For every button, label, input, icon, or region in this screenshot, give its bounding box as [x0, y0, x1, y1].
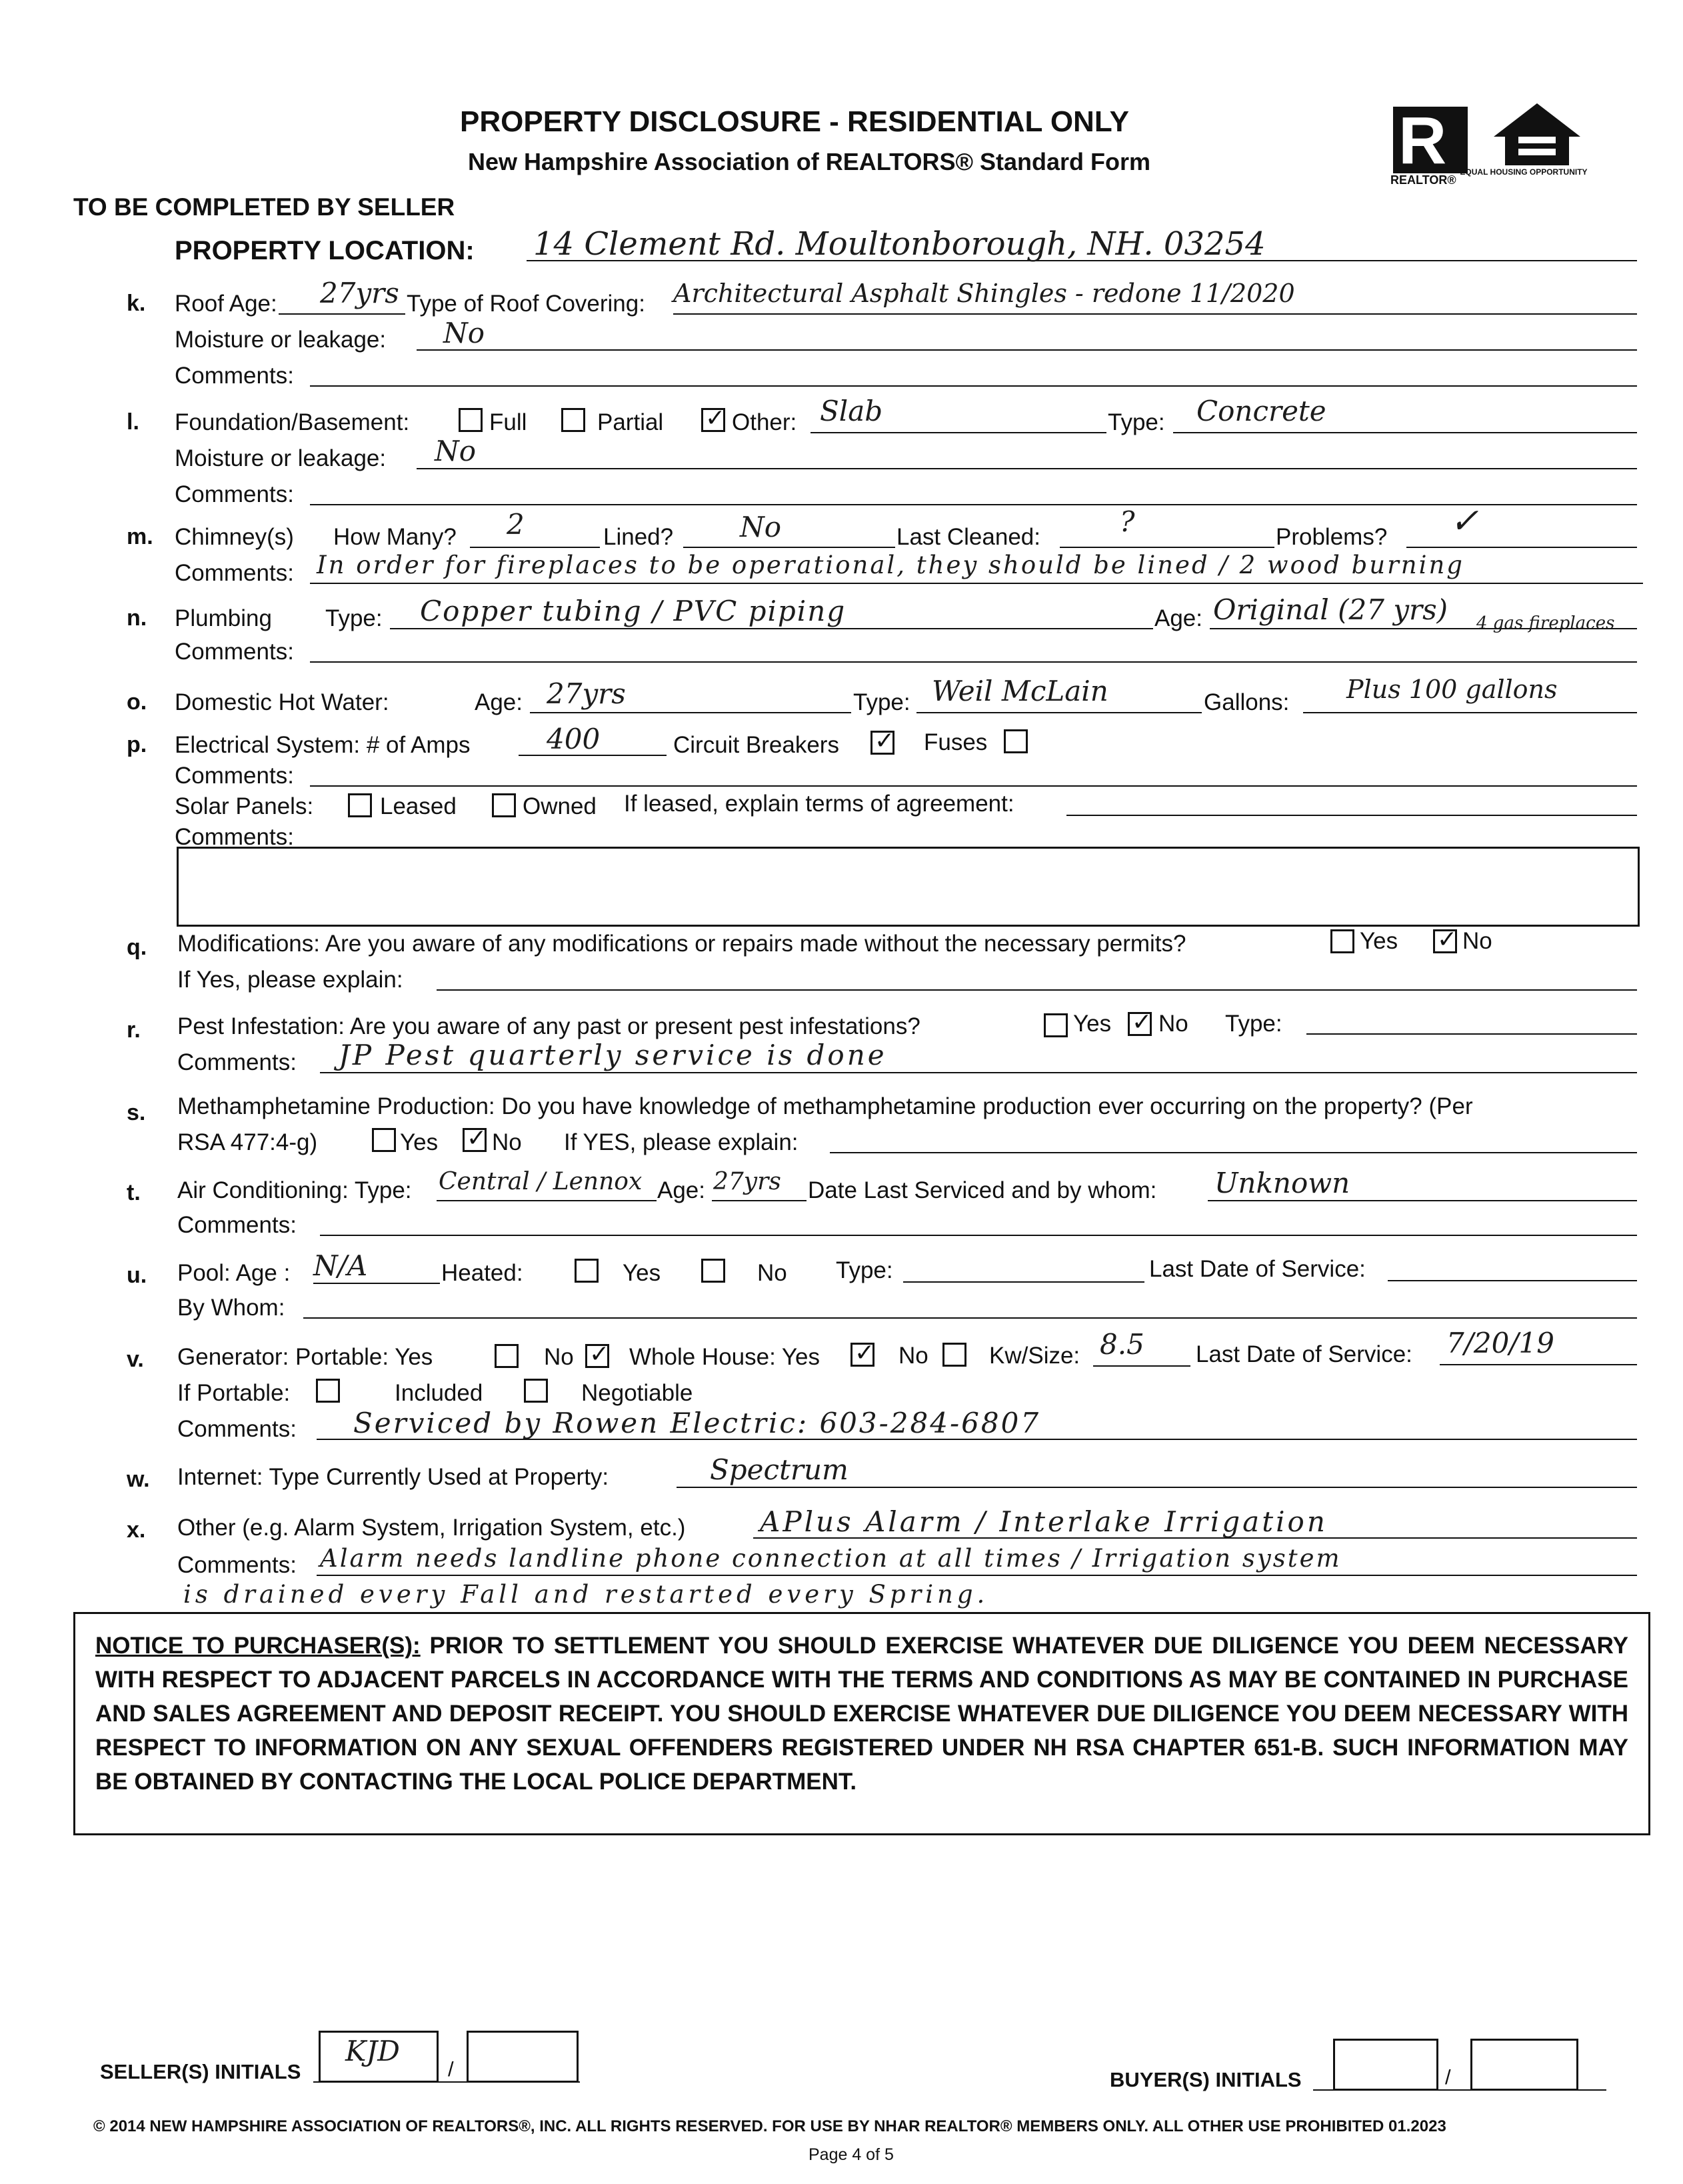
meth-rsa-label: RSA 477:4-g): [177, 1129, 318, 1155]
generator-negotiable-label: Negotiable: [581, 1380, 693, 1406]
item-letter: s.: [127, 1100, 146, 1125]
footer-copyright: © 2014 NEW HAMPSHIRE ASSOCIATION OF REALTORS®, INC. ALL RIGHTS RESERVED. FOR USE BY NHAR REALTOR® MEMBERS ONLY. ALL OTHER USE PROHIBITED 01.2023: [93, 2117, 1446, 2135]
meth-no-label: No: [492, 1129, 522, 1155]
foundation-type-field[interactable]: Concrete: [1196, 395, 1326, 427]
pest-no-checkbox[interactable]: [1128, 1012, 1152, 1036]
plumbing-type-field[interactable]: Copper tubing / PVC piping: [420, 595, 846, 627]
generator-comments-field[interactable]: Serviced by Rowen Electric: 603-284-6807: [353, 1407, 1041, 1439]
generator-included-checkbox[interactable]: [316, 1379, 340, 1403]
pest-question: Pest Infestation: Are you aware of any past or present pest infestations?: [177, 1013, 920, 1039]
foundation-moisture-field[interactable]: No: [435, 435, 477, 467]
plumbing-label: Plumbing: [175, 605, 272, 631]
other-comments-field-line2[interactable]: is drained every Fall and restarted every Spring.: [183, 1580, 989, 1609]
pool-heated-no-label: No: [757, 1260, 787, 1286]
pool-age-label: Pool: Age :: [177, 1260, 291, 1286]
chimney-problems-label: Problems?: [1276, 524, 1388, 550]
ac-serviced-field[interactable]: Unknown: [1214, 1167, 1350, 1199]
pool-type-label: Type:: [836, 1257, 893, 1283]
seller-initials-label: SELLER(S) INITIALS: [100, 2060, 301, 2083]
foundation-full-label: Full: [489, 409, 527, 435]
buyer-initials-slash: /: [1445, 2065, 1451, 2089]
foundation-other-field[interactable]: Slab: [820, 395, 883, 427]
item-letter: x.: [127, 1517, 146, 1543]
property-location-label: PROPERTY LOCATION:: [175, 236, 475, 265]
roof-age-label: Roof Age:: [175, 291, 277, 317]
equal-housing-icon: [1490, 100, 1584, 167]
notice-lead: NOTICE TO PURCHASER(S):: [95, 1633, 421, 1659]
realtor-logo-icon: R: [1393, 107, 1468, 173]
generator-whole-house-no-label: No: [898, 1343, 928, 1369]
hot-water-type-label: Type:: [853, 689, 910, 715]
plumbing-age-label: Age:: [1154, 605, 1202, 631]
chimney-last-cleaned-field[interactable]: ?: [1120, 505, 1135, 538]
generator-kw-label: Kw/Size:: [989, 1343, 1080, 1369]
hot-water-gallons-field[interactable]: Plus 100 gallons: [1346, 675, 1558, 704]
page-number: Page 4 of 5: [809, 2145, 894, 2164]
buyer-initials-label: BUYER(S) INITIALS: [1110, 2068, 1302, 2091]
pool-heated-no-checkbox[interactable]: [701, 1259, 725, 1283]
pool-heated-yes-checkbox[interactable]: [575, 1259, 599, 1283]
pool-by-whom-label: By Whom:: [177, 1295, 285, 1321]
plumbing-age-field[interactable]: Original (27 yrs): [1213, 593, 1448, 626]
comments-label: Comments:: [177, 1049, 297, 1075]
generator-portable-no-label: No: [544, 1344, 574, 1370]
generator-last-date-field[interactable]: 7/20/19: [1446, 1327, 1554, 1359]
fuses-checkbox[interactable]: [1004, 729, 1028, 753]
item-letter: q.: [127, 935, 147, 960]
solar-owned-checkbox[interactable]: [492, 793, 516, 817]
chimney-last-cleaned-label: Last Cleaned:: [896, 524, 1040, 550]
foundation-type-label: Type:: [1108, 409, 1165, 435]
pool-age-field[interactable]: N/A: [313, 1249, 368, 1282]
hot-water-age-field[interactable]: 27yrs: [547, 677, 626, 710]
ac-type-field[interactable]: Central / Lennox: [439, 1168, 643, 1195]
comments-label: Comments:: [175, 639, 294, 665]
comments-label: Comments:: [175, 560, 294, 586]
form-title: PROPERTY DISCLOSURE - RESIDENTIAL ONLY: [460, 105, 1130, 138]
comments-label: Comments:: [177, 1416, 297, 1442]
comments-label: Comments:: [175, 763, 294, 789]
comments-label: Comments:: [175, 824, 294, 850]
foundation-label: Foundation/Basement:: [175, 409, 410, 435]
meth-question: Methamphetamine Production: Do you have knowledge of methamphetamine production ever occurring on the property? (Per: [177, 1093, 1473, 1119]
pool-last-date-label: Last Date of Service:: [1149, 1256, 1366, 1282]
roof-type-field[interactable]: Architectural Asphalt Shingles - redone 11/2020: [673, 279, 1295, 308]
pest-yes-label: Yes: [1073, 1011, 1112, 1037]
roof-age-field[interactable]: 27yrs: [320, 277, 399, 309]
comments-label: Comments:: [177, 1212, 297, 1238]
circuit-breakers-label: Circuit Breakers: [673, 732, 839, 758]
chimney-lined-label: Lined?: [603, 524, 674, 550]
other-label: Other (e.g. Alarm System, Irrigation System, etc.): [177, 1515, 686, 1541]
ac-age-label: Age:: [657, 1177, 705, 1203]
item-letter: r.: [127, 1017, 141, 1043]
internet-label: Internet: Type Currently Used at Property:: [177, 1464, 609, 1490]
generator-whole-house-label: Whole House: Yes: [629, 1344, 821, 1370]
ac-age-field[interactable]: 27yrs: [713, 1168, 781, 1195]
other-field[interactable]: APlus Alarm / Interlake Irrigation: [760, 1505, 1328, 1538]
item-letter: v.: [127, 1347, 144, 1372]
generator-if-portable-label: If Portable:: [177, 1380, 291, 1406]
pool-heated-label: Heated:: [441, 1260, 523, 1286]
moisture-field[interactable]: No: [443, 317, 485, 349]
hot-water-gallons-label: Gallons:: [1204, 689, 1290, 715]
roof-type-label: Type of Roof Covering:: [407, 291, 645, 317]
seller-initials-slash: /: [448, 2057, 454, 2081]
hot-water-type-field[interactable]: Weil McLain: [932, 675, 1108, 707]
chimney-how-many-label: How Many?: [333, 524, 457, 550]
item-letter: w.: [127, 1467, 150, 1492]
foundation-partial-checkbox[interactable]: [561, 408, 585, 432]
generator-label: Generator: Portable: Yes: [177, 1344, 433, 1370]
generator-kw-field[interactable]: 8.5: [1100, 1328, 1144, 1361]
generator-included-label: Included: [395, 1380, 483, 1406]
foundation-other-label: Other:: [732, 409, 797, 435]
solar-terms-label: If leased, explain terms of agreement:: [624, 791, 1014, 817]
pool-heated-yes-label: Yes: [623, 1260, 661, 1286]
generator-whole-house-yes-checkbox[interactable]: [850, 1343, 874, 1367]
meth-yes-checkbox[interactable]: [372, 1128, 396, 1152]
chimney-label: Chimney(s): [175, 524, 294, 550]
seller-initials-value[interactable]: KJD: [345, 2035, 400, 2067]
buyer-initials-box-2[interactable]: [1470, 2039, 1578, 2091]
plumbing-type-label: Type:: [325, 605, 383, 631]
pest-type-label: Type:: [1225, 1011, 1282, 1037]
solar-comments-box[interactable]: [177, 847, 1640, 927]
internet-field[interactable]: Spectrum: [710, 1453, 848, 1486]
pest-yes-checkbox[interactable]: [1044, 1013, 1068, 1037]
item-letter: k.: [127, 291, 146, 316]
comments-label: Comments:: [175, 481, 294, 507]
equal-housing-label: EQUAL HOUSING OPPORTUNITY: [1460, 167, 1588, 177]
chimney-comments-extra[interactable]: 4 gas fireplaces: [1476, 613, 1615, 633]
notice-to-purchasers: [73, 1612, 1650, 1835]
notice-text: PRIOR TO SETTLEMENT YOU SHOULD EXERCISE WHATEVER DUE DILIGENCE YOU DEEM NECESSARY WITH RESPECT TO ADJACENT PARCELS IN ACCORDANCE WITH THE TERMS AND CONDITIONS AS MAY BE CONTAINED IN PURCHASE AND SALES AGREEMENT AND DEPOSIT RECEIPT. YOU SHOULD EXERCISE WHATEVER DUE DILIGENCE YOU DEEM NECESSARY WITH RESPECT TO INFORMATION ON ANY SEXUAL OFFENDERS REGISTERED UNDER NH RSA CHAPTER 651-B. SUCH INFORMATION MAY BE OBTAINED BY CONTACTING THE LOCAL POLICE DEPARTMENT.: [95, 1633, 1628, 1795]
meth-no-checkbox[interactable]: [463, 1128, 487, 1152]
item-letter: p.: [127, 732, 147, 757]
item-letter: o.: [127, 689, 147, 715]
property-location-field[interactable]: 14 Clement Rd. Moultonborough, NH. 03254: [533, 225, 1266, 263]
form-subtitle: New Hampshire Association of REALTORS® Standard Form: [468, 148, 1151, 175]
chimney-problems-field[interactable]: ✓: [1450, 501, 1479, 541]
ac-type-label: Air Conditioning: Type:: [177, 1177, 412, 1203]
circuit-breakers-checkbox[interactable]: [870, 731, 894, 755]
meth-explain-label: If YES, please explain:: [564, 1129, 799, 1155]
chimney-how-many-field[interactable]: 2: [507, 508, 525, 541]
generator-negotiable-checkbox[interactable]: [524, 1379, 548, 1403]
generator-portable-yes-checkbox[interactable]: [495, 1344, 519, 1368]
item-letter: m.: [127, 524, 153, 549]
other-comments-field[interactable]: Alarm needs landline phone connection at all times / Irrigation system: [320, 1544, 1342, 1573]
ac-serviced-label: Date Last Serviced and by whom:: [808, 1177, 1157, 1203]
pest-no-label: No: [1158, 1011, 1188, 1037]
modifications-no-label: No: [1462, 928, 1492, 954]
section-title: TO BE COMPLETED BY SELLER: [73, 193, 455, 221]
item-letter: t.: [127, 1180, 141, 1205]
electrical-amps-field[interactable]: 400: [547, 723, 601, 755]
foundation-other-checkbox[interactable]: [701, 408, 725, 432]
foundation-partial-label: Partial: [597, 409, 664, 435]
chimney-comments-field[interactable]: In order for fireplaces to be operational, they should be lined / 2 wood burning: [317, 551, 1464, 579]
moisture-label: Moisture or leakage:: [175, 327, 387, 353]
realtor-logo-label: REALTOR®: [1390, 173, 1456, 187]
modifications-no-checkbox[interactable]: [1433, 929, 1457, 953]
modifications-yes-checkbox[interactable]: [1330, 929, 1354, 953]
pest-comments-field[interactable]: JP Pest quarterly service is done: [339, 1039, 887, 1071]
modifications-question: Modifications: Are you aware of any modifications or repairs made without the necessary permits?: [177, 931, 1186, 957]
solar-leased-label: Leased: [380, 793, 457, 819]
modifications-yes-label: Yes: [1360, 928, 1398, 954]
generator-last-date-label: Last Date of Service:: [1196, 1341, 1412, 1367]
solar-panels-label: Solar Panels:: [175, 793, 314, 819]
fuses-label: Fuses: [924, 729, 988, 755]
generator-portable-no-checkbox[interactable]: [585, 1344, 609, 1368]
comments-label: Comments:: [175, 363, 294, 389]
solar-leased-checkbox[interactable]: [348, 793, 372, 817]
item-letter: l.: [127, 409, 139, 435]
moisture-label: Moisture or leakage:: [175, 445, 387, 471]
hot-water-label: Domestic Hot Water:: [175, 689, 389, 715]
electrical-label: Electrical System: # of Amps: [175, 732, 471, 758]
hot-water-age-label: Age:: [475, 689, 523, 715]
item-letter: n.: [127, 605, 147, 631]
chimney-lined-field[interactable]: No: [740, 511, 782, 543]
generator-whole-house-no-checkbox[interactable]: [942, 1343, 966, 1367]
item-letter: u.: [127, 1263, 147, 1288]
foundation-full-checkbox[interactable]: [459, 408, 483, 432]
meth-yes-label: Yes: [400, 1129, 439, 1155]
comments-label: Comments:: [177, 1552, 297, 1578]
buyer-initials-box-1[interactable]: [1333, 2039, 1438, 2091]
seller-initials-box-2[interactable]: [467, 2031, 579, 2083]
solar-owned-label: Owned: [523, 793, 597, 819]
modifications-explain-label: If Yes, please explain:: [177, 967, 403, 993]
